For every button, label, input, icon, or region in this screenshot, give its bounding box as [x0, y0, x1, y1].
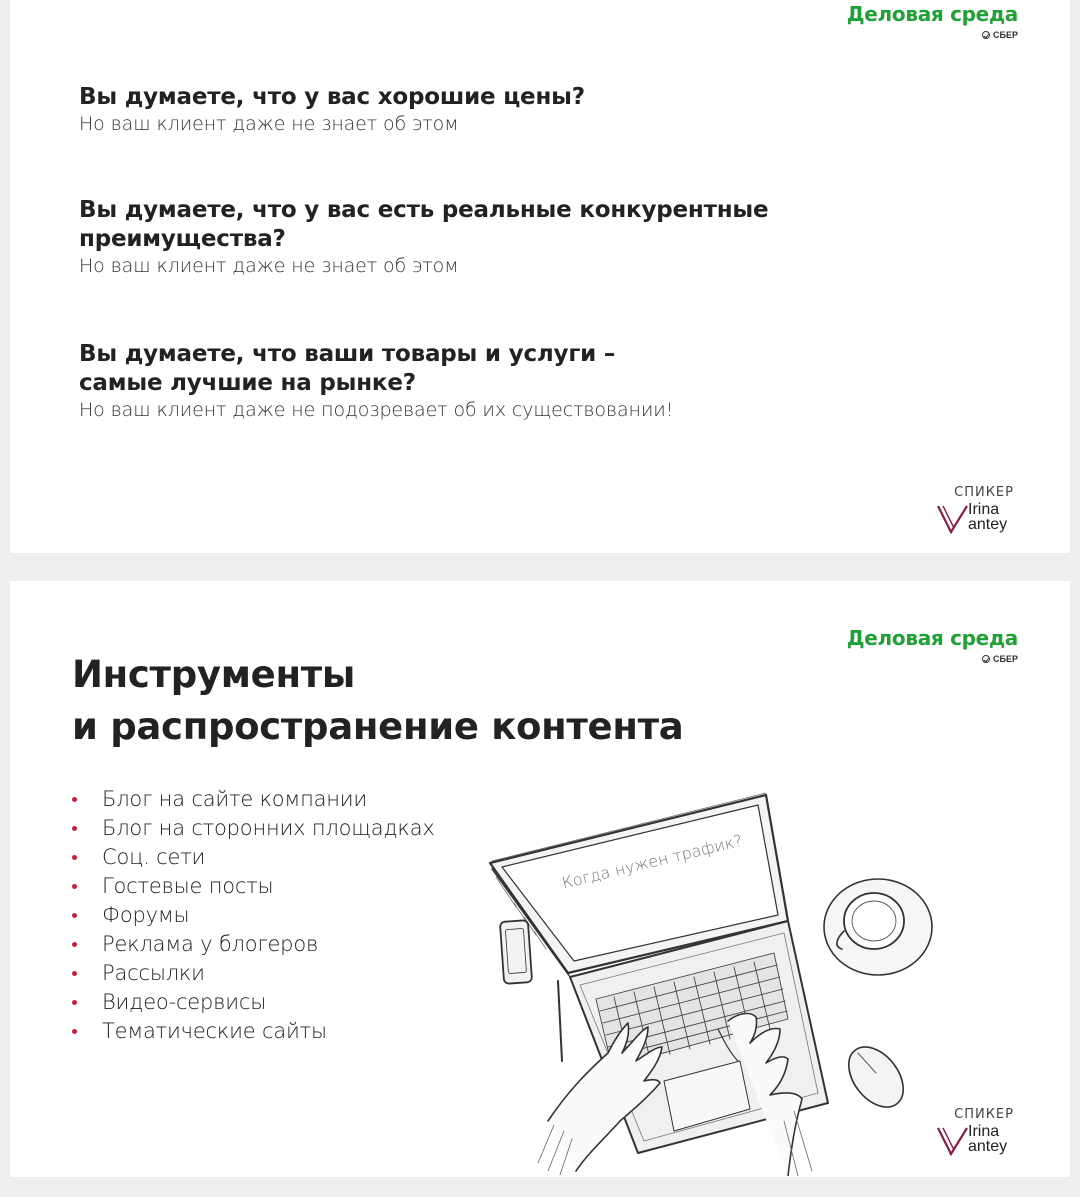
- question-2: [79, 196, 779, 278]
- question-1: [79, 83, 585, 136]
- speaker-v-logo-icon: [937, 1126, 971, 1156]
- bullet-dot-icon: [72, 1029, 77, 1034]
- question-subtitle: Но ваш клиент даже не знает об этом: [79, 113, 459, 135]
- sber-check-icon: [982, 31, 990, 39]
- bullet-item: Соц. сети: [72, 843, 435, 872]
- question-title: Вы думаете, что у вас хорошие цены?: [79, 84, 585, 110]
- speaker-v-logo-icon: [937, 504, 971, 534]
- bullet-item: Форумы: [72, 901, 435, 930]
- question-subtitle: Но ваш клиент даже не знает об этом: [79, 255, 459, 277]
- speaker-last-name: antey: [968, 1138, 1008, 1155]
- screen-text: Когда нужен трафик?: [560, 830, 745, 893]
- brand-sub-label: СБЕР: [993, 30, 1018, 40]
- bullet-dot-icon: [72, 797, 77, 802]
- bullet-dot-icon: [72, 826, 77, 831]
- bullet-dot-icon: [72, 913, 77, 918]
- speaker-name: [968, 1124, 1014, 1154]
- speaker-first-name: Irina: [968, 501, 1000, 518]
- speaker-logo: [934, 1124, 1014, 1156]
- speaker-logo: [934, 502, 1014, 534]
- brand-name: Деловая среда: [846, 2, 1018, 26]
- bullet-dot-icon: [72, 884, 77, 889]
- brand-name: Деловая среда: [846, 626, 1018, 650]
- slide-title: [72, 649, 683, 753]
- slide-2: [10, 581, 1070, 1177]
- bullet-dot-icon: [72, 855, 77, 860]
- bullet-item: Видео-сервисы: [72, 988, 435, 1017]
- bullet-dot-icon: [72, 1000, 77, 1005]
- slide-1: [10, 0, 1070, 553]
- bullet-list: [72, 785, 435, 1046]
- bullet-item: Реклама у блогеров: [72, 930, 435, 959]
- speaker-last-name: antey: [968, 516, 1008, 533]
- question-title: Вы думаете, что у вас есть реальные конкурентные преимущества?: [79, 197, 769, 252]
- bullet-item: Тематические сайты: [72, 1017, 435, 1046]
- slide-title-line-1: Инструменты: [72, 653, 356, 696]
- bullet-item: Гостевые посты: [72, 872, 435, 901]
- brand-logo: [847, 2, 1018, 40]
- brand-sub: [847, 654, 1018, 664]
- brand-logo: [847, 626, 1018, 664]
- bullet-dot-icon: [72, 942, 77, 947]
- slide-title-line-2: и распространение контента: [72, 705, 684, 748]
- speaker-badge: [934, 485, 1014, 534]
- speaker-badge: [934, 1107, 1014, 1156]
- bullet-dot-icon: [72, 971, 77, 976]
- brand-sub: [847, 30, 1018, 40]
- speaker-first-name: Irina: [968, 1123, 1000, 1140]
- question-title: Вы думаете, что ваши товары и услуги – самые лучшие на рынке?: [79, 341, 616, 396]
- bullet-item: Рассылки: [72, 959, 435, 988]
- bullet-item: Блог на сторонних площадках: [72, 814, 435, 843]
- question-subtitle: Но ваш клиент даже не подозревает об их существовании!: [79, 399, 674, 421]
- brand-sub-label: СБЕР: [993, 654, 1018, 664]
- question-3: [79, 340, 674, 422]
- bullet-item: Блог на сайте компании: [72, 785, 435, 814]
- speaker-label: СПИКЕР: [954, 485, 1014, 500]
- sber-check-icon: [982, 655, 990, 663]
- speaker-name: [968, 502, 1014, 532]
- speaker-label: СПИКЕР: [954, 1107, 1014, 1122]
